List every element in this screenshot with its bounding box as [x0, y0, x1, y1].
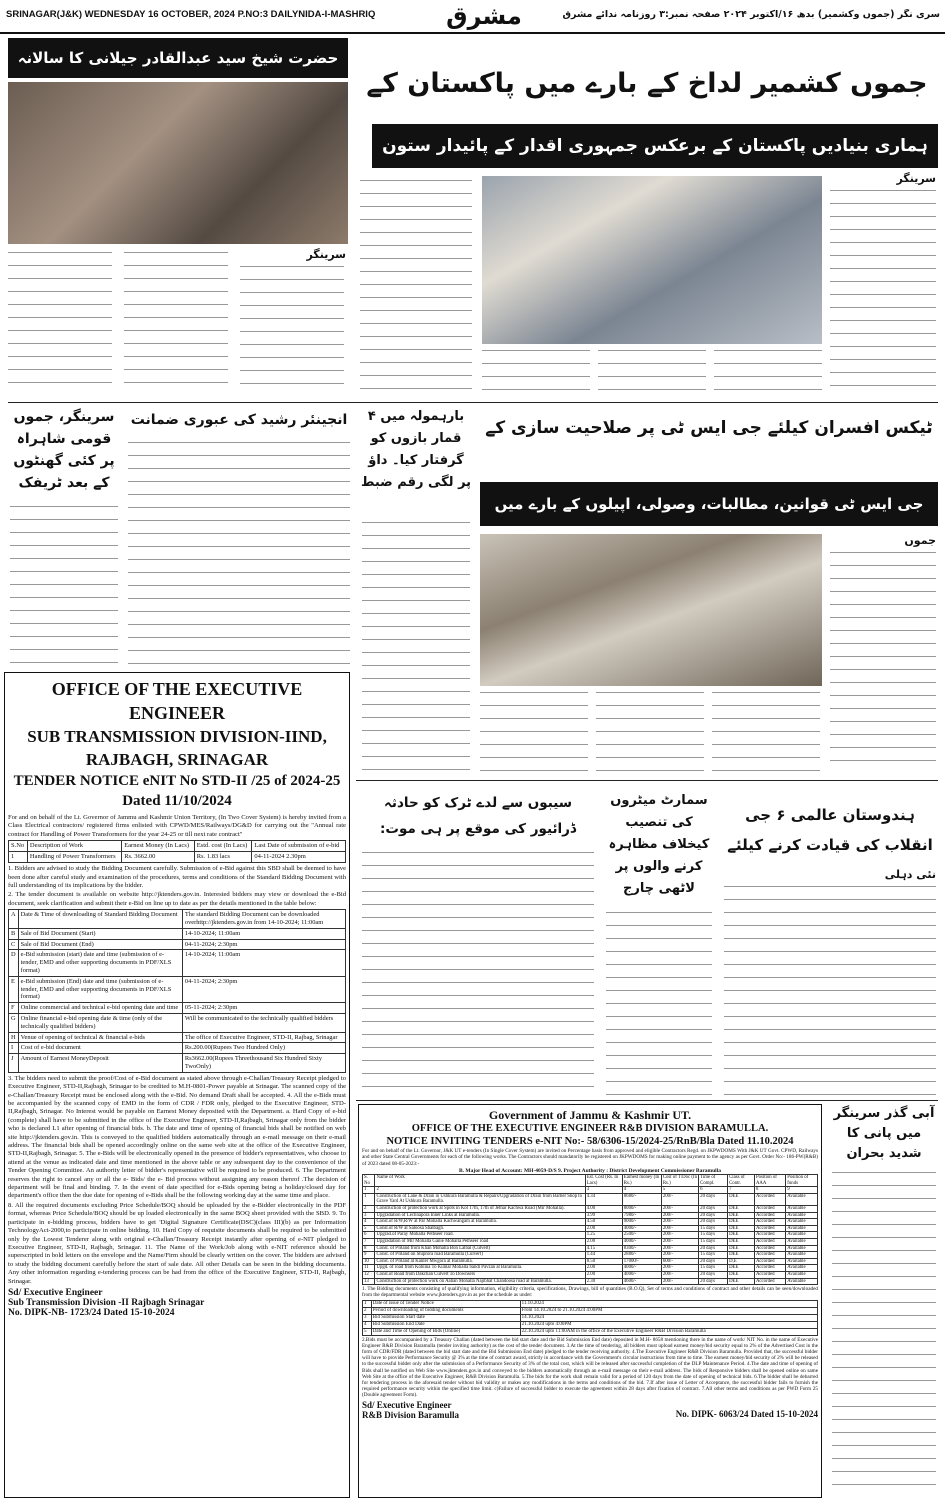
- tender1-para2: 2. The tender document is available on website http://jktenders.gov.in. Interested bidders may view or download the e-Bid document, seek clarification and submit their e-Bid on line up to date as per the details mentioned in the table below:: [8, 891, 346, 907]
- table-cell: e-Bid submission (start) date and time (submission of e-tender, EMD and other supporting documents in PDF/XLS format): [18, 950, 182, 976]
- table-cell: 7: [363, 1238, 375, 1245]
- table-cell: 5: [363, 1225, 375, 1232]
- table-cell: DEE: [728, 1193, 755, 1205]
- table-cell: 4.15: [585, 1245, 622, 1252]
- table-cell: E: [9, 976, 19, 1002]
- table-cell: 2: [363, 1307, 372, 1314]
- table-cell: Period of downloading of bidding documents: [371, 1307, 520, 1314]
- table-row: [363, 1321, 818, 1328]
- council-speaker-photo: [482, 176, 822, 344]
- table-cell: 2880/-: [622, 1252, 661, 1259]
- table-row: [363, 1225, 818, 1232]
- table-cell: 8300/-: [622, 1245, 661, 1252]
- tender1-division: SUB TRANSMISSION DIVISION-IIND, RAJBAGH, SRINAGAR: [27, 727, 327, 769]
- column-number: 9: [786, 1187, 818, 1193]
- table-cell: Available: [786, 1278, 818, 1285]
- table-cell: Construction of protection work on Aaban Mohalla Najibhat Chandoosa road at Baramulla.: [375, 1278, 585, 1285]
- table-cell: Accorded: [754, 1193, 785, 1205]
- table-cell: 14-10-2024; 11:00am: [182, 950, 345, 976]
- table-cell: Online financial e-bid opening date & time (only of the technically qualified bidders): [18, 1014, 182, 1033]
- masthead: [0, 0, 945, 34]
- table-row: [363, 1232, 818, 1239]
- table-cell: The standard Bidding Document can be downloaded overhttp://jktenders.gov.in from 14-10-2024; 11:00am: [182, 910, 345, 929]
- table-cell: Accorded: [754, 1258, 785, 1265]
- table-cell: DEE: [728, 1278, 755, 1285]
- table-cell: 4: [363, 1321, 372, 1328]
- tender2-intro: For and on behalf of the Lt. Governor, J&K UT e-tenders (In Single Cover System) are invited on Percentage basis from approved and eligible Contractors Regd. on JKPWDOMS With J&K UT Govt. CPWD, Railways and other State Central Governments for each of the following works. The Contractors should mandatorily be registered on JKPWDOMS for making online payment to the agency as per Govt. Order No:- 186-PW(R&B) of 2023 dated 08-05-2023:-: [362, 1148, 818, 1167]
- baramulla-story-headline: بارہمولہ میں ۴ قمار بازوں کو گرفتار کیا۔ داؤ پر لگی رقم ضبط: [360, 409, 472, 490]
- works-header: S. No: [363, 1175, 375, 1187]
- table-cell: Available: [786, 1219, 818, 1226]
- sub-headline: ہماری بنیادیں پاکستان کے برعکس جمہوری اقدار کے پائیدار ستون: [372, 124, 938, 168]
- table-row: [363, 1328, 818, 1335]
- table-row: [363, 1252, 818, 1259]
- table-cell: Const. of P/Band on Shiprora road Baramulla (Culvert): [375, 1252, 585, 1259]
- masthead-left: SRINAGAR(J&K) WEDNESDAY 16 OCTOBER, 2024 P.NO:3 DAILYNIDA-I-MASHRIQ: [6, 9, 376, 20]
- works-header: Position of funds: [786, 1175, 818, 1187]
- tender2-sign2: R&B Division Baramulla: [362, 1409, 460, 1420]
- table-row: [363, 1193, 818, 1205]
- engineer-story-text: [128, 442, 350, 666]
- table-cell: 9: [363, 1252, 375, 1259]
- table-cell: 20 days: [699, 1206, 728, 1213]
- table-cell: 200/-: [661, 1271, 698, 1278]
- tender1-notice: TENDER NOTICE eNIT No STD-II /25 of 2024-25 Dated 11/10/2024: [13, 773, 341, 809]
- works-header: Position of AAA: [754, 1175, 785, 1187]
- table-cell: 12: [363, 1271, 375, 1278]
- table-cell: 2.00: [585, 1238, 622, 1245]
- table-cell: DEE: [728, 1265, 755, 1272]
- table-cell: 200/-: [661, 1212, 698, 1219]
- table-cell: 200/-: [661, 1252, 698, 1259]
- table-cell: 14-10-2024; 11:00am: [182, 928, 345, 939]
- table-cell: Accorded: [754, 1206, 785, 1213]
- table-cell: DEE: [728, 1252, 755, 1259]
- work-header: Last Date of submission of e-bid: [252, 841, 346, 852]
- pak-story-col-left: [360, 176, 474, 398]
- table-cell: 15 days: [699, 1225, 728, 1232]
- urs-text-columns: [8, 248, 348, 398]
- column-number: 7: [728, 1187, 755, 1193]
- tender1-dipk: No. DIPK-NB- 1723/24 Dated 15-10-2024: [8, 1307, 175, 1318]
- table-cell: 21.10.2024 upto 4:00PM: [520, 1321, 817, 1328]
- table-cell: DEE: [728, 1206, 755, 1213]
- water-crisis-text: [832, 1172, 936, 1494]
- work-cell: Handling of Power Transformers: [27, 852, 121, 863]
- tender2-gov: Government of Jammu & Kashmir UT.: [488, 1108, 692, 1122]
- tender2-notice: NOTICE INVITING TENDERS e-NIT No:- 58/6306-15/2024-25/RnB/Bla Dated 11.10.2024: [386, 1136, 794, 1147]
- table-cell: Available: [786, 1252, 818, 1259]
- masthead-logo: مشرق: [446, 2, 522, 30]
- works-header: Name of Work: [375, 1175, 585, 1187]
- water-crisis-headline: آبی گذر سرینگر میں پانی کا شدید بحران: [833, 1106, 935, 1161]
- table-cell: 3: [363, 1212, 375, 1219]
- table-row: [9, 910, 346, 929]
- pak-story-under-photo: [482, 348, 822, 398]
- table-cell: Accorded: [754, 1212, 785, 1219]
- table-cell: DEE: [728, 1238, 755, 1245]
- table-cell: 200/-: [661, 1245, 698, 1252]
- table-cell: Construction of protection work at Spots in Kot 17th, 17th of Jethar Kachwa Road (Mir Mohalla).: [375, 1206, 585, 1213]
- table-cell: 4.50: [585, 1219, 622, 1226]
- works-header: Earnest money (In Rs.): [622, 1175, 661, 1187]
- table-cell: 13: [363, 1278, 375, 1285]
- table-cell: 8000/-: [622, 1206, 661, 1213]
- table-cell: 6: [363, 1232, 375, 1239]
- table-cell: Const.of R/W at Saloosa Shalbagh.: [375, 1225, 585, 1232]
- table-cell: 200/-: [661, 1232, 698, 1239]
- tender1-para3: 3. The bidders need to submit the proof/Cost of e-Bid document as stated above through e-Challan/Treasury Receipt pledged to Executive Engineer, STD-II,Rajbagh, Srinagar to be credited to M.H-0801-Power payable at Srinagar. The scanned copy of the e-Challan/Treasury Receipt must be enclosed along with the e-Bid. No demand Draft shall be accepted. 4. All the e-Bids must be accompanied by the scanned copy of EMD in the form of CDR / FDR only, pledged to the Executive Engineer, STD-II,Rajbagh, Srinagar. No Interest would be payable on Earnest Money deposited with the Department. a. Hard Copy of e-bid (complete) shall have to be submitted in the office of the Executive Engineer, STD-II,Rajbagh, Srinagar only from the bidder who is declared L1 after opening of financial bids. b. The date and time of opening of financial bids shall be notified on web site http://jktenders.gov.in. This is conveyed to the qualified bidders automatically through an e-mail message on their e-mail address. The financial bids shall be opened accordingly online on the same web site at the office of the Executive Engineer, STD-II,Rajbagh, Srinagar. 5. The e-Bids will be electronically opened in the presence of bidder's representatives, who choose to attend at the venue as indicated date and time mentioned in the above table or any subsequent day to the convenience of the Tender Opening Committee. An authority letter of bidder's representative will be required to be produced. 6. The Department reserves the right to cancel any or all the e- Bids/ the e- Bid process without assigning any reason thereof .The decision of department will be final and binding. 7. In the event of date specified for e-Bids opening being a holiday/closed day for department's office then the due date for opening of e-Bids shall be the following working day at the same time and place.: [8, 1074, 346, 1200]
- tender2-schedule-table: [362, 1300, 818, 1336]
- table-cell: Available: [786, 1265, 818, 1272]
- table-cell: 3.99: [585, 1212, 622, 1219]
- table-cell: Upgd. of road from Kohlina To Kumar Mohalla bandi Pavzan at Baramulla.: [375, 1265, 585, 1272]
- column-number: 2: [375, 1187, 585, 1193]
- table-cell: 15 days: [699, 1265, 728, 1272]
- table-cell: Const.of Road from Dakchan Culvert To Downsers: [375, 1271, 585, 1278]
- table-cell: DEE: [728, 1225, 755, 1232]
- table-cell: 20 days: [699, 1258, 728, 1265]
- table-cell: 4000/-: [622, 1225, 661, 1232]
- column-number: 4: [622, 1187, 661, 1193]
- table-cell: 20 days: [699, 1271, 728, 1278]
- table-cell: 1.25: [585, 1232, 622, 1239]
- gst-headline: ٹیکس افسران کیلئے جی ایس ٹی پر صلاحیت سازی کے: [485, 418, 933, 438]
- table-cell: Accorded: [754, 1271, 785, 1278]
- tender1-intro: For and on behalf of the Lt. Governor of Jammu and Kashmir Union Territory, (In Two Cover System) is hereby invited from a Class Electrical contractors/ registered firms enlisted with CPWD/MES/Railways/DG&D for carrying out the "Annual rate contract for Handling of Power Transformers for the year 24-25 or till next rate contract": [8, 814, 346, 838]
- table-cell: Sale of Bid Document (End): [18, 939, 182, 950]
- smart-meter-headline: سمارٹ میٹروں کی تنصیب کیخلاف مظاہرہ کرنے والوں پر لاٹھی چارج: [608, 793, 710, 896]
- table-row: [363, 1206, 818, 1213]
- delhi-dateline: نئی دہلی: [884, 868, 936, 881]
- table-cell: 20 days: [699, 1212, 728, 1219]
- table-cell: 20 days: [699, 1219, 728, 1226]
- column-number: 3: [585, 1187, 622, 1193]
- tender1-work-table: [8, 840, 346, 863]
- table-cell: 2.00: [585, 1265, 622, 1272]
- table-cell: J: [9, 1054, 19, 1073]
- work-cell: Rs. 1.83 lacs: [194, 852, 252, 863]
- main-headline: جموں کشمیر لداخ کے بارے میں پاکستان کے: [366, 68, 928, 99]
- table-cell: 5: [363, 1328, 372, 1335]
- table-cell: From 14.10.2024 to 21.10.2024 4:00PM: [520, 1307, 817, 1314]
- tender1-office: OFFICE OF THE EXECUTIVE ENGINEER: [51, 679, 303, 723]
- table-cell: Accorded: [754, 1238, 785, 1245]
- table-row: [363, 1238, 818, 1245]
- table-cell: 2500/-: [622, 1232, 661, 1239]
- table-row: [9, 976, 346, 1002]
- tender1-para4: 8. All the required documents excluding Price Schedule/BOQ should be uploaded by the e-Bidder electronically in the PDF format, whereas Price Schedule/BOQ should be up loaded electronically in the same BOQ sheet provided with the SBD. 9. To participate in e-bidding process, bidders have to get 'Digital Signature Certificate(DSC)(class III)(b) as per Information TechnologyAct-2000,to participate in online bidding. 10. Hard Copy of requisite documents shall be required to be submitted only by the Lowest Tenderer along with original e-Challan/Treasury Receipt instantly after opening of e-NIT pledged to Executive Engineer, STD-II, Rajbagh, Srinagar. 11. The Name of the Work/Job along with e-NIT reference should be superscripted in bold letters on the envelope and the Name/Firm should be clearly written on the cover. The bidders are advised to study the bidding document carefully before the start of sale date. All other Details can be seen in the bidding documents. Any other information regarding e-tendering process can be had from the office of the Executive Engineer, STD-II, Rajbagh, Srinagar.: [8, 1201, 346, 1285]
- tender-notice-rnb: [358, 1104, 822, 1498]
- table-cell: G: [9, 1014, 19, 1033]
- table-cell: 17000/-: [622, 1258, 661, 1265]
- works-header: Cost of T/Doc (In Rs.): [662, 1175, 697, 1186]
- works-header: Class of Contr.: [728, 1175, 755, 1187]
- work-cell: 04-11-2024 2.30pm: [252, 852, 346, 863]
- table-cell: DEE: [728, 1245, 755, 1252]
- tender2-headline: B. Major Head of Account: MH-4059-D/S 9. Project Authority : District Development Commissioner Baramulla: [459, 1168, 721, 1175]
- table-cell: Const. of P/Band at Kanler Mwgora at Baramulla.: [375, 1258, 585, 1265]
- table-cell: Accorded: [754, 1265, 785, 1272]
- engineer-story-headline: انجینئر رشید کی عبوری ضمانت: [130, 412, 348, 428]
- table-cell: H: [9, 1032, 19, 1043]
- highway-story-text: [10, 506, 118, 666]
- table-cell: Available: [786, 1225, 818, 1232]
- table-cell: 11: [363, 1265, 375, 1272]
- table-cell: 200/-: [661, 1206, 698, 1213]
- table-row: [363, 1212, 818, 1219]
- table-cell: Upgradation of Mir Mohalla Ganie Mohalla Pethseer road: [375, 1238, 585, 1245]
- table-cell: 3: [363, 1314, 372, 1321]
- table-row: [9, 1003, 346, 1014]
- table-cell: Accorded: [754, 1278, 785, 1285]
- table-row: [9, 1032, 346, 1043]
- table-row: [363, 1278, 818, 1285]
- table-cell: 8.50: [585, 1258, 622, 1265]
- table-row: [363, 1219, 818, 1226]
- table-cell: 20 days: [699, 1193, 728, 1205]
- apple-truck-text: [362, 852, 594, 1096]
- gst-story-under-photo: [480, 690, 822, 776]
- table-cell: DEE: [728, 1271, 755, 1278]
- table-cell: 4000/-: [622, 1265, 661, 1272]
- table-cell: 20 days: [699, 1278, 728, 1285]
- gst-workshop-photo: [480, 534, 822, 686]
- table-cell: 15 days: [699, 1252, 728, 1259]
- table-cell: 05-11-2024; 2:30pm: [182, 1003, 345, 1014]
- table-row: [9, 1043, 346, 1054]
- table-cell: 2.00: [585, 1225, 622, 1232]
- table-cell: Available: [786, 1258, 818, 1265]
- table-cell: Rs3662.00(Rupees Threethousand Six Hundred Sixty TwoOnly): [182, 1054, 345, 1073]
- work-cell: 1: [9, 852, 28, 863]
- table-cell: Date and Time of Opening of Bids (Online): [371, 1328, 520, 1335]
- table-cell: 200/-: [661, 1193, 698, 1205]
- column-number: 1: [363, 1187, 375, 1193]
- table-cell: 200/-: [661, 1219, 698, 1226]
- table-cell: D,E: [728, 1258, 755, 1265]
- table-cell: 2: [363, 1206, 375, 1213]
- gst-dateline: جموں: [904, 534, 936, 547]
- table-cell: Rs.200.00(Rupees Two Hundred Only): [182, 1043, 345, 1054]
- tender1-sign1: Sd/ Executive Engineer: [8, 1287, 103, 1298]
- tender2-dipk: No. DIPK- 6063/24 Dated 15-10-2024: [675, 1408, 818, 1419]
- table-cell: 22.10.2024 upto 11:00AM in the office of the Executive Engineer R&B Division Baramulla: [520, 1328, 817, 1335]
- table-cell: 1: [363, 1193, 375, 1205]
- table-row: [9, 852, 346, 863]
- tender1-sign2: Sub Transmission Division -II Rajbagh Srinagar: [8, 1297, 205, 1308]
- table-cell: 9000/-: [622, 1219, 661, 1226]
- table-row: [9, 928, 346, 939]
- india-6g-text: [724, 886, 936, 1096]
- table-row: [363, 1258, 818, 1265]
- gst-story-col-right: [830, 534, 938, 774]
- table-cell: 200/-: [661, 1278, 698, 1285]
- table-cell: Accorded: [754, 1232, 785, 1239]
- table-cell: 4000/-: [622, 1271, 661, 1278]
- table-cell: Available: [786, 1193, 818, 1205]
- table-cell: 4000/-: [622, 1238, 661, 1245]
- table-cell: 1.44: [585, 1252, 622, 1259]
- table-cell: 15 days: [699, 1238, 728, 1245]
- table-cell: Accorded: [754, 1245, 785, 1252]
- table-cell: 15 days: [699, 1232, 728, 1239]
- table-cell: Available: [786, 1212, 818, 1219]
- table-cell: D: [9, 950, 19, 976]
- table-row: [363, 1265, 818, 1272]
- masthead-right: سری نگر (جموں وکشمیر) بدھ ۱۶/اکتوبر ۲۰۲۴ صفحہ نمبر:۳ روزنامہ ندائے مشرق: [562, 9, 940, 20]
- table-cell: 1: [363, 1300, 372, 1307]
- table-cell: Cost of e-bid document: [18, 1043, 182, 1054]
- work-header: S.No: [9, 841, 28, 852]
- table-cell: 2.30: [585, 1278, 622, 1285]
- table-cell: 200/-: [661, 1265, 698, 1272]
- table-cell: Available: [786, 1232, 818, 1239]
- highway-story-headline: سرینگر، جموں قومی شاہراہ پر کئی گھنٹوں کے بعد ٹریفک: [13, 409, 115, 491]
- table-cell: Const. of P/Band from Khan Mohalla Bon Lalbal (Culvert): [375, 1245, 585, 1252]
- table-cell: Const.of R/W,R/W at Par Mohalla Kachwangam at Baramulla.: [375, 1219, 585, 1226]
- table-cell: B: [9, 928, 19, 939]
- work-header: Estd. cost (In Lacs): [194, 841, 252, 852]
- column-number: 8: [754, 1187, 785, 1193]
- table-cell: Upgradation of Lechnapora Inner Links at Baramulla.: [375, 1212, 585, 1219]
- table-cell: 8: [363, 1245, 375, 1252]
- tender2-works-table: [362, 1174, 818, 1285]
- table-row: [9, 939, 346, 950]
- table-cell: Sale of Bid Document (Start): [18, 928, 182, 939]
- table-cell: 4.34: [585, 1193, 622, 1205]
- tender1-para1: 1. Bidders are advised to study the Bidding Document carefully. Submission of e-Bid against this SBD shall be deemed to have been done after careful study and examination of the procedures, terms and conditions of the Standard Bidding Document with full understanding of its implications by the bidder.: [8, 865, 346, 890]
- table-cell: Accorded: [754, 1225, 785, 1232]
- tender2-office: OFFICE OF THE EXECUTIVE ENGINEER R&B DIVISION BARAMULLA.: [411, 1123, 769, 1134]
- gst-subheadline: جی ایس ٹی قوانین، مطالبات، وصولی، اپیلوں کے بارے میں: [480, 482, 938, 526]
- table-cell: Accorded: [754, 1252, 785, 1259]
- table-cell: Online commercial and technical e-bid opening date and time: [18, 1003, 182, 1014]
- table-row: [363, 1245, 818, 1252]
- table-cell: Upgrad.of Paray Mohalla Pethseer road.: [375, 1232, 585, 1239]
- table-cell: 14.10.2024: [520, 1314, 817, 1321]
- table-cell: 200/-: [661, 1225, 698, 1232]
- table-cell: 7980/-: [622, 1212, 661, 1219]
- table-cell: 4.00: [585, 1206, 622, 1213]
- table-cell: DEE: [728, 1219, 755, 1226]
- column-number: 6: [699, 1187, 728, 1193]
- table-row: [9, 1014, 346, 1033]
- urs-crowd-photo: [8, 82, 348, 244]
- table-cell: 04-11-2024; 2:30pm: [182, 939, 345, 950]
- work-header: Earnest Money (In Lacs): [122, 841, 195, 852]
- table-cell: F: [9, 1003, 19, 1014]
- table-cell: 11.10.2024: [520, 1300, 817, 1307]
- tender-notice-std: [4, 672, 350, 1498]
- table-row: [363, 1307, 818, 1314]
- tender1-schedule-table: [8, 909, 346, 1073]
- india-6g-headline: ہندوستان عالمی ۶ جی انقلاب کی قیادت کرنے کیلئے: [727, 806, 933, 854]
- table-cell: 4: [363, 1219, 375, 1226]
- table-cell: Bid Submission Start date: [371, 1314, 520, 1321]
- table-cell: Available: [786, 1206, 818, 1213]
- table-cell: C: [9, 939, 19, 950]
- table-row: [363, 1314, 818, 1321]
- pak-story-col-right: [830, 172, 938, 398]
- table-row: [9, 950, 346, 976]
- work-cell: Rs. 3662.00: [122, 852, 195, 863]
- table-cell: 04-11-2024; 2:30pm: [182, 976, 345, 1002]
- column-number: 5: [661, 1187, 698, 1193]
- table-cell: The office of Executive Engineer, STD-II, Rajbag, Srinagar: [182, 1032, 345, 1043]
- table-cell: Will be communicated to the technically qualified bidders: [182, 1014, 345, 1033]
- table-cell: Available: [786, 1245, 818, 1252]
- table-cell: Date of issue of Tender Notice: [371, 1300, 520, 1307]
- table-cell: I: [9, 1043, 19, 1054]
- tender2-sign1: Sd/ Executive Engineer: [362, 1399, 452, 1410]
- works-header: Time of Compl.: [699, 1175, 728, 1187]
- table-cell: 10: [363, 1258, 375, 1265]
- urs-dateline: سرینگر: [306, 248, 346, 261]
- table-cell: Venue of opening of technical & financial e-bids: [18, 1032, 182, 1043]
- table-cell: A: [9, 910, 19, 929]
- table-cell: Amount of Earnest MoneyDeposit: [18, 1054, 182, 1073]
- table-cell: Bid Submission End Date: [371, 1321, 520, 1328]
- table-cell: 200/-: [661, 1238, 698, 1245]
- urs-headline: حضرت شیخ سید عبدالقادر جیلانی کا سالانہ: [8, 38, 348, 78]
- table-cell: 600/-: [661, 1258, 698, 1265]
- baramulla-story-text: [362, 522, 470, 772]
- table-cell: 20 days: [699, 1245, 728, 1252]
- table-cell: Available: [786, 1271, 818, 1278]
- table-cell: Construction of Lane & Drain in Ushkura Baramulla & Repairs/Upgradation of Drain from Barber Shop to Grave Yard At Ushkura Baramulla.: [375, 1193, 585, 1205]
- table-cell: Date & Time of downloading of Standard Bidding Document: [18, 910, 182, 929]
- table-row: [9, 1054, 346, 1073]
- tender2-note1: 1. The Bidding documents consisting of qualifying information, eligibility criteria, specifications, Drawings, bill of quantities (B.O.Q), Set of terms and conditions of contract and other details can be seen/downloaded from the departmental website www.jktenders.gov.in as per the schedule as under:: [362, 1286, 818, 1299]
- table-cell: DEE: [728, 1212, 755, 1219]
- works-header: Est. Cost (Rs. In Lacs): [585, 1175, 622, 1187]
- table-cell: Available: [786, 1238, 818, 1245]
- work-header: Description of Work: [27, 841, 121, 852]
- tender2-note2: 2.Bids must be accompanied by a Treasury Challan (dated between the bid start date and the Bid Submission End date) deposited in M.H- 8658 mentioning there in the name of work/ NIT No. in the name of Executive Engineer R&B Division Baramulla (tender inviting authority) as the cost of the tender document. 3.At the time of tendering, all bidders must upload earnest money/bid security equal to 2% of the Advertised Cost in the form of CDR/FDR (dated between the bid start date and the Bid Submission End date) pledged to the tender receiving authority. 4.The Executive Engineer R&B Division Baramulla. Provided that, the successful bidder will have to provide Performance Security @ 3% at the time of contract award, strictly in accordance with the Government's circular instructions from time to time. The earnest money/bid security of 2% will be released to the successful bidder only after the submission of a Performance Security of 3% of the total cost, which will be released after successful completion of the DLP Maintenance Period. 4.The date and time of opening of Bids shall be notified on Web Site www.jktenders.gov.in and conveyed to the bidders automatically through an e-mail message on their e-mail address. The bids of Responsive bidders shall be opened online on same Web Site at the office of the Executive Engineer, R&B Division Baramulla. 5.The bids for the work shall remain valid for a period of 120 days from the date of opening of technical bids. 6.The bidder shall be debarred for tendering process in the aforesaid tender without bid validity or makes any modifications in the terms and conditions of the bid. 7.If after issue of Letter of Acceptance, the successful bidder fails to furnish the required performance security within the specified time limit. c)Failure of successful bidder to execute the agreement within 28 days after fixation of contract. 7.All other terms and conditions as per PWD Form 25 (Double agreement Form).: [362, 1336, 818, 1399]
- table-row: [363, 1271, 818, 1278]
- table-cell: DEE: [728, 1232, 755, 1239]
- table-cell: e-Bid submission (End) date and time (submission of e-tender, EMD and other supporting documents in PDF/XLS format): [18, 976, 182, 1002]
- smart-meter-text: [606, 912, 712, 1096]
- table-cell: 4600/-: [622, 1278, 661, 1285]
- apple-truck-headline: سیبوں سے لدے ٹرک کو حادثہ ڈرائیور کی موقع پر ہی موت:: [380, 795, 576, 837]
- table-row: [363, 1300, 818, 1307]
- pak-dateline: سرینگر: [896, 172, 936, 185]
- table-cell: Accorded: [754, 1219, 785, 1226]
- table-cell: 2.00: [585, 1271, 622, 1278]
- table-cell: 8680/-: [622, 1193, 661, 1205]
